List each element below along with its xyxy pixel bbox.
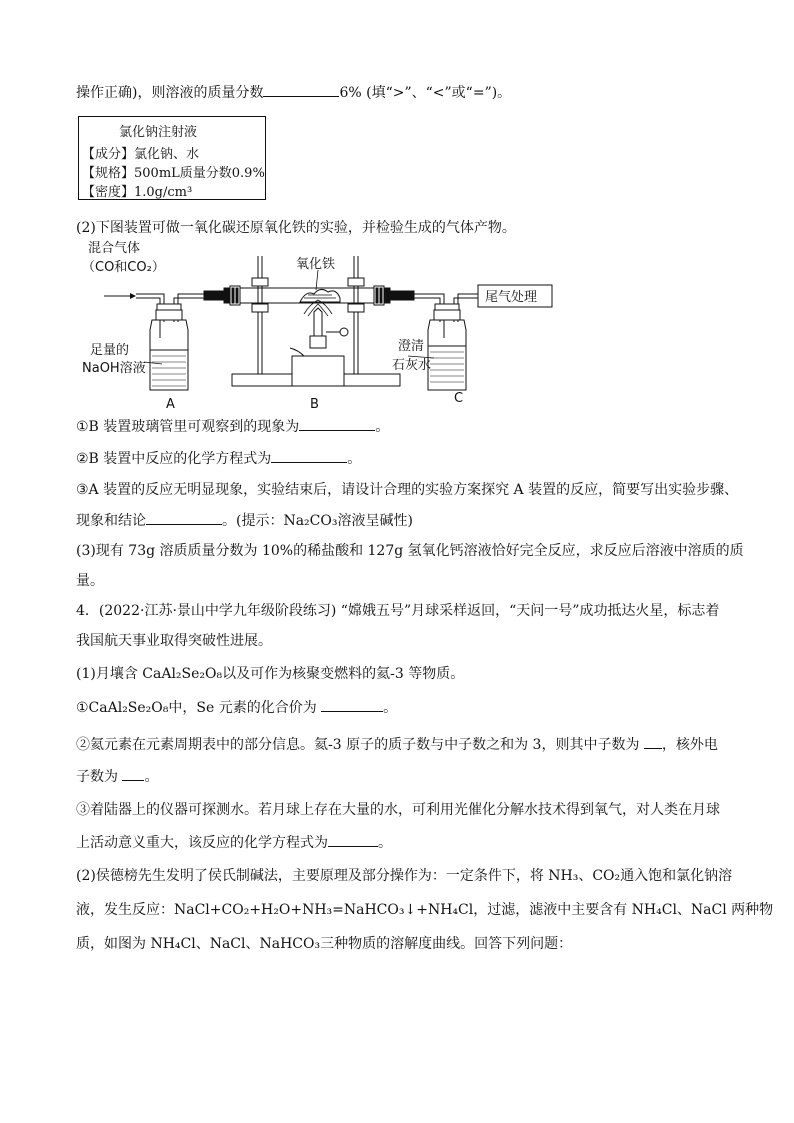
question-line-11: (1)月壤含 CaAl₂Se₂O₈以及可作为核聚变燃料的氦-3 等物质。: [76, 666, 465, 682]
bottle-c: [428, 304, 466, 390]
question-line-1: 操作正确)，则溶液的质量分数 6% (填“>”、“<”或“=”)。: [76, 82, 511, 103]
right-iron-stand: [340, 256, 400, 386]
label-a: A: [166, 397, 175, 410]
answer-blank[interactable]: [271, 448, 347, 463]
naoh-label-1: 足量的: [90, 343, 130, 358]
question-line-8: 量。: [76, 573, 104, 589]
limewater-label-1: 澄清: [398, 339, 425, 354]
answer-blank[interactable]: [263, 82, 339, 97]
sodium-chloride-info-box: [78, 116, 266, 200]
question-line-12: ①CaAl₂Se₂O₈中，Se 元素的化合价为 。: [76, 697, 397, 718]
question-line-18: 液，发生反应：NaCl+CO₂+H₂O+NH₃=NaHCO₃↓+NH₄Cl，过滤，滤液中主要含有 NH₄Cl、NaCl 两种物: [76, 902, 774, 918]
question-line-17: (2)侯德榜先生发明了侯氏制碱法，主要原理及部分操作为：一定条件下，将 NH₃、CO₂通入饱和氯化钠溶: [76, 868, 733, 884]
answer-blank[interactable]: [146, 510, 222, 525]
info-box-row-ingredients: 【成分】氯化钠、水: [82, 147, 200, 162]
mixed-gas-formula-label: （CO和CO₂）: [82, 260, 165, 275]
experiment-apparatus-diagram: [78, 238, 558, 410]
label-c: C: [454, 391, 464, 406]
answer-blank[interactable]: [321, 697, 383, 712]
question-line-5: ③A 装置的反应无明显现象，实验结束后，请设计合理的实验方案探究 A 装置的反应，简要写出实验步骤、: [76, 482, 739, 498]
answer-blank[interactable]: [122, 766, 144, 781]
question-line-15: ③着陆器上的仪器可探测水。若月球上存在大量的水，可利用光催化分解水技术得到氧气，对人类在月球: [76, 802, 720, 818]
naoh-label-2: NaOH溶液: [82, 361, 146, 376]
question-line-10: 我国航天事业取得突破性进展。: [76, 633, 272, 649]
info-box-title: 氯化钠注射液: [119, 125, 198, 140]
info-box-row-density: 【密度】1.0g/cm³: [82, 185, 193, 200]
tail-gas-label: 尾气处理: [485, 290, 538, 305]
gas-arrow-head: [130, 293, 136, 299]
answer-blank[interactable]: [328, 832, 378, 847]
question-line-3: ①B 装置玻璃管里可观察到的现象为 。: [76, 416, 389, 437]
question-line-9: 4．(2022·江苏·景山中学九年级阶段练习) “嫦娥五号”月球采样返回，“天问一号”成功抵达火星，标志着: [76, 603, 720, 619]
question-line-2: (2)下图装置可做一氧化碳还原氧化铁的实验，并检验生成的气体产物。: [76, 220, 516, 236]
mixed-gas-label: 混合气体: [88, 241, 141, 256]
question-line-16: 上活动意义重大，该反应的化学方程式为 。: [76, 832, 392, 853]
iron-oxide-label: 氧化铁: [296, 257, 336, 272]
question-line-19: 质，如图为 NH₄Cl、NaCl、NaHCO₃三种物质的溶解度曲线。回答下列问题：: [76, 936, 573, 952]
question-line-13: ②氦元素在元素周期表中的部分信息。氦-3 原子的质子数与中子数之和为 3，则其中子数为 ，核外电: [76, 734, 718, 755]
bottle-a: [150, 304, 188, 390]
left-iron-stand: [232, 256, 292, 386]
label-b: B: [310, 397, 319, 410]
answer-blank[interactable]: [299, 416, 375, 431]
question-line-14: 子数为 。: [76, 766, 158, 787]
question-line-7: (3)现有 73g 溶质质量分数为 10%的稀盐酸和 127g 氢氧化钙溶液恰好完全反应，求反应后溶液中溶质的质: [76, 543, 744, 559]
alcohol-burner: [290, 300, 348, 386]
info-box-row-spec: 【规格】500mL质量分数0.9%: [82, 166, 265, 181]
answer-blank[interactable]: [644, 734, 662, 749]
limewater-label-2: 石灰水: [392, 358, 432, 373]
question-line-4: ②B 装置中反应的化学方程式为 。: [76, 448, 361, 469]
question-line-6: 现象和结论 。(提示：Na₂CO₃溶液呈碱性): [76, 510, 413, 531]
